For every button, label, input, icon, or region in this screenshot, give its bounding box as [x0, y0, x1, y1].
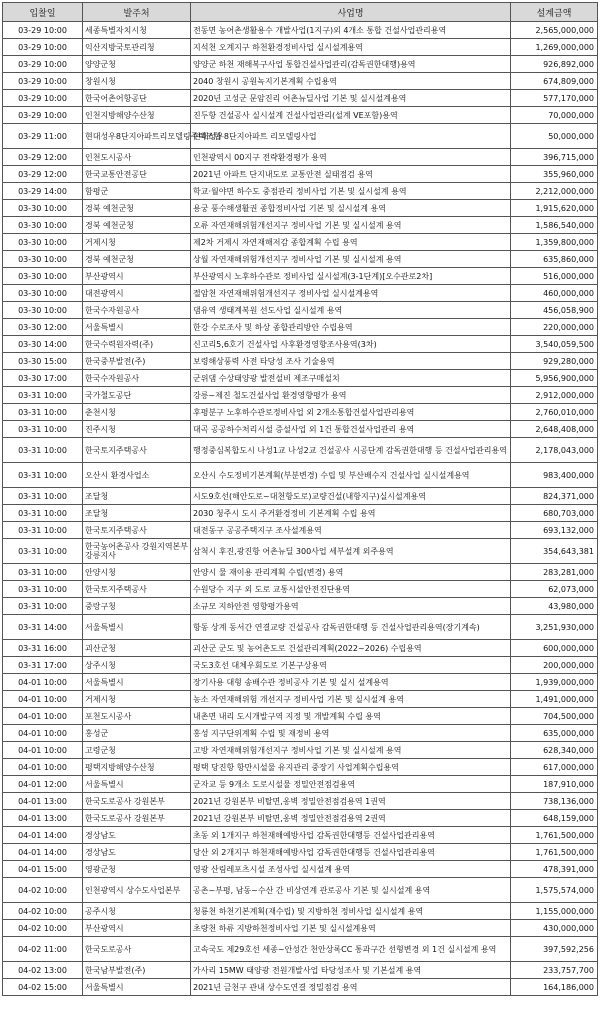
bid-date-cell: 03-30 15:00	[3, 353, 83, 370]
bid-date-cell: 03-30 10:00	[3, 285, 83, 302]
project-name-cell: 2020년 고성군 문암진리 어촌뉴딜사업 기본 및 실시설계용역	[191, 90, 511, 107]
client-cell: 오산시 환경사업소	[83, 463, 191, 488]
bid-date-cell: 04-01 10:00	[3, 742, 83, 759]
bid-date-cell: 03-31 10:00	[3, 505, 83, 522]
project-name-cell: 대전동구 공공주택지구 조사설계용역	[191, 522, 511, 539]
bid-date-cell: 03-30 12:00	[3, 319, 83, 336]
project-name-cell: 현대성우8단지아파트 리모델링사업	[191, 124, 511, 149]
table-row	[3, 336, 598, 353]
bid-date-cell: 03-29 14:00	[3, 183, 83, 200]
design-amount-cell: 2,212,000,000	[511, 183, 598, 200]
design-amount-cell: 460,000,000	[511, 285, 598, 302]
design-amount-cell: 1,575,574,000	[511, 878, 598, 903]
design-amount-cell: 283,281,000	[511, 564, 598, 581]
table-row	[3, 640, 598, 657]
design-amount-cell: 2,648,408,000	[511, 421, 598, 438]
table-row	[3, 810, 598, 827]
design-amount-cell: 397,592,256	[511, 937, 598, 962]
client-cell: 인천지방해양수산청	[83, 107, 191, 124]
table-row	[3, 404, 598, 421]
client-cell: 한국도로공사 강원본부	[83, 810, 191, 827]
client-cell: 포천도시공사	[83, 708, 191, 725]
project-name-cell: 괴산군 군도 및 농어촌도로 건설관리계획(2022~2026) 수립용역	[191, 640, 511, 657]
bid-date-cell: 04-01 10:00	[3, 691, 83, 708]
client-cell: 안양시청	[83, 564, 191, 581]
project-name-cell: 학교·월야면 하수도 중점관리 정비사업 기본 및 실시설계 용역	[191, 183, 511, 200]
client-cell: 부산광역시	[83, 920, 191, 937]
project-name-cell: 2030 청주시 도시 주거환경정비 기본계획 수립 용역	[191, 505, 511, 522]
project-name-cell: 삼척시 후진,광진항 어촌뉴딜 300사업 세부설계 외주용역	[191, 539, 511, 564]
design-amount-cell: 396,715,000	[511, 149, 598, 166]
table-row	[3, 107, 598, 124]
bid-date-cell: 04-01 10:00	[3, 708, 83, 725]
table-row	[3, 598, 598, 615]
table-row	[3, 742, 598, 759]
client-cell: 한국농어촌공사 강원지역본부 강릉지사	[83, 539, 191, 564]
design-amount-cell: 926,892,000	[511, 56, 598, 73]
table-row	[3, 903, 598, 920]
client-cell: 창원시청	[83, 73, 191, 90]
table-row	[3, 421, 598, 438]
bid-date-cell: 03-29 10:00	[3, 22, 83, 39]
bid-date-cell: 04-02 10:00	[3, 878, 83, 903]
client-cell: 경상남도	[83, 827, 191, 844]
bid-date-cell: 03-31 10:00	[3, 564, 83, 581]
table-row	[3, 539, 598, 564]
client-cell: 부산광역시	[83, 268, 191, 285]
design-amount-cell: 738,136,000	[511, 793, 598, 810]
bid-date-cell: 03-31 17:00	[3, 657, 83, 674]
client-cell: 한국토지주택공사	[83, 522, 191, 539]
project-name-cell: 절암천 자연재해위험개선지구 정비사업 실시설계용역	[191, 285, 511, 302]
table-row	[3, 370, 598, 387]
client-cell: 인천광역시 상수도사업본부	[83, 878, 191, 903]
table-row	[3, 200, 598, 217]
bid-date-cell: 03-29 10:00	[3, 73, 83, 90]
bid-date-cell: 04-02 13:00	[3, 962, 83, 979]
header-bid-date: 입찰일	[3, 3, 83, 22]
client-cell: 경북 예천군청	[83, 251, 191, 268]
project-name-cell: 한강 수로조사 및 하상 종합관리방안 수립용역	[191, 319, 511, 336]
client-cell: 평택지방해양수산청	[83, 759, 191, 776]
project-name-cell: 초량천 하류 지방하천정비사업 기본 및 실시설계용역	[191, 920, 511, 937]
table-row	[3, 657, 598, 674]
design-amount-cell: 200,000,000	[511, 657, 598, 674]
header-row	[3, 3, 598, 22]
table-row	[3, 251, 598, 268]
bid-date-cell: 03-30 10:00	[3, 234, 83, 251]
bid-date-cell: 04-02 10:00	[3, 903, 83, 920]
table-row	[3, 302, 598, 319]
bid-date-cell: 03-31 14:00	[3, 615, 83, 640]
client-cell: 현대성우8단지아파트리모델링주택조합	[83, 124, 191, 149]
project-name-cell: 제2차 거제시 자연재해저감 종합계획 수립 용역	[191, 234, 511, 251]
client-cell: 경상남도	[83, 844, 191, 861]
bid-date-cell: 03-29 10:00	[3, 39, 83, 56]
table-row	[3, 319, 598, 336]
table-row	[3, 581, 598, 598]
client-cell: 한국교통안전공단	[83, 166, 191, 183]
bid-date-cell: 04-02 15:00	[3, 979, 83, 996]
client-cell: 한국수자원공사	[83, 370, 191, 387]
client-cell: 조달청	[83, 488, 191, 505]
project-name-cell: 군자교 등 9개소 도로시설물 정밀안전점검용역	[191, 776, 511, 793]
project-name-cell: 오류 자연재해위험개선지구 정비사업 기본 및 실시설계 용역	[191, 217, 511, 234]
bid-date-cell: 04-01 10:00	[3, 759, 83, 776]
design-amount-cell: 233,757,700	[511, 962, 598, 979]
project-name-cell: 진두항 건설공사 실시설계 건설사업관리(설계 VE포함)용역	[191, 107, 511, 124]
project-name-cell: 용궁 풍수해생활권 종합정비사업 기본 및 실시설계 용역	[191, 200, 511, 217]
client-cell: 한국어촌어항공단	[83, 90, 191, 107]
client-cell: 한국토지주택공사	[83, 438, 191, 463]
project-name-cell: 부산광역시 노후하수관로 정비사업 실시설계(3-1단계)[오수관로2차]	[191, 268, 511, 285]
project-name-cell: 시도9호선(해안도로~대천항도로)교량건설(내항지구)실시설계용역	[191, 488, 511, 505]
client-cell: 영광군청	[83, 861, 191, 878]
design-amount-cell: 1,939,000,000	[511, 674, 598, 691]
bid-date-cell: 03-29 12:00	[3, 166, 83, 183]
table-row	[3, 166, 598, 183]
table-row	[3, 183, 598, 200]
project-name-cell: 2021년 아파트 단지내도로 교통안전 실태점검 용역	[191, 166, 511, 183]
design-amount-cell: 70,000,000	[511, 107, 598, 124]
table-row	[3, 217, 598, 234]
bid-date-cell: 03-29 10:00	[3, 107, 83, 124]
design-amount-cell: 577,170,000	[511, 90, 598, 107]
design-amount-cell: 1,761,500,000	[511, 844, 598, 861]
bid-date-cell: 03-30 17:00	[3, 370, 83, 387]
project-name-cell: 2040 창원시 공원녹지기본계획 수립용역	[191, 73, 511, 90]
table-row	[3, 39, 598, 56]
client-cell: 한국도로공사 강원본부	[83, 793, 191, 810]
bid-date-cell: 04-02 11:00	[3, 937, 83, 962]
client-cell: 거제시청	[83, 691, 191, 708]
design-amount-cell: 704,500,000	[511, 708, 598, 725]
design-amount-cell: 3,251,930,000	[511, 615, 598, 640]
table-row	[3, 759, 598, 776]
project-name-cell: 가사리 15MW 태양광 전원개발사업 타당성조사 및 기본설계 용역	[191, 962, 511, 979]
bid-date-cell: 03-31 10:00	[3, 522, 83, 539]
client-cell: 서울특별시	[83, 319, 191, 336]
project-name-cell: 농소 자연재해위험 개선지구 정비사업 기본 및 실시설계 용역	[191, 691, 511, 708]
project-name-cell: 신고리5,6호기 건설사업 사후환경영향조사용역(3차)	[191, 336, 511, 353]
project-name-cell: 당산 외 2개지구 하천재해예방사업 감독권한대행등 건설사업관리용역	[191, 844, 511, 861]
design-amount-cell: 635,860,000	[511, 251, 598, 268]
project-name-cell: 2021년 강원본부 비탈면,옹벽 정밀안전점검용역 1권역	[191, 793, 511, 810]
table-row	[3, 793, 598, 810]
table-row	[3, 488, 598, 505]
project-name-cell: 상월 자연재해위험개선지구 정비사업 기본 및 실시설계 용역	[191, 251, 511, 268]
design-amount-cell: 983,400,000	[511, 463, 598, 488]
bid-date-cell: 03-30 10:00	[3, 268, 83, 285]
client-cell: 공주시청	[83, 903, 191, 920]
project-name-cell: 고방 자연재해위험개선지구 정비사업 기본 및 실시설계 용역	[191, 742, 511, 759]
header-client: 발주처	[83, 3, 191, 22]
client-cell: 서울특별시	[83, 776, 191, 793]
client-cell: 고령군청	[83, 742, 191, 759]
bid-table	[2, 2, 598, 996]
client-cell: 한국남부발전(주)	[83, 962, 191, 979]
client-cell: 조달청	[83, 505, 191, 522]
project-name-cell: 지석천 오계지구 하천환경정비사업 실시설계용역	[191, 39, 511, 56]
table-row	[3, 691, 598, 708]
design-amount-cell: 430,000,000	[511, 920, 598, 937]
design-amount-cell: 1,359,800,000	[511, 234, 598, 251]
project-name-cell: 전동면 농어촌생활용수 개발사업(1지구)외 4개소 통합 건설사업관리용역	[191, 22, 511, 39]
project-name-cell: 군위댐 수상태양광 발전설비 제조구매설치	[191, 370, 511, 387]
client-cell: 양양군청	[83, 56, 191, 73]
table-row	[3, 861, 598, 878]
table-row	[3, 268, 598, 285]
client-cell: 국가철도공단	[83, 387, 191, 404]
project-name-cell: 보령해상풍력 사전 타당성 조사 기술용역	[191, 353, 511, 370]
bid-date-cell: 04-01 13:00	[3, 810, 83, 827]
bid-date-cell: 03-31 10:00	[3, 421, 83, 438]
project-name-cell: 소규모 지하안전 영향평가용역	[191, 598, 511, 615]
header-project-name: 사업명	[191, 3, 511, 22]
design-amount-cell: 1,155,000,000	[511, 903, 598, 920]
client-cell: 춘천시청	[83, 404, 191, 421]
design-amount-cell: 187,910,000	[511, 776, 598, 793]
table-row	[3, 387, 598, 404]
project-name-cell: 영광 산림레포츠시설 조성사업 실시설계 용역	[191, 861, 511, 878]
design-amount-cell: 1,761,500,000	[511, 827, 598, 844]
design-amount-cell: 355,960,000	[511, 166, 598, 183]
client-cell: 한국토지주택공사	[83, 581, 191, 598]
project-name-cell: 인천광역시 00지구 전략환경평가 용역	[191, 149, 511, 166]
bid-date-cell: 03-31 10:00	[3, 404, 83, 421]
bid-date-cell: 04-01 15:00	[3, 861, 83, 878]
design-amount-cell: 516,000,000	[511, 268, 598, 285]
header-design-amount: 설계금액	[511, 3, 598, 22]
client-cell: 경북 예천군청	[83, 217, 191, 234]
design-amount-cell: 1,491,000,000	[511, 691, 598, 708]
design-amount-cell: 1,586,540,000	[511, 217, 598, 234]
table-row	[3, 22, 598, 39]
table-row	[3, 438, 598, 463]
table-row	[3, 90, 598, 107]
table-row	[3, 615, 598, 640]
table-row	[3, 844, 598, 861]
bid-date-cell: 03-30 10:00	[3, 251, 83, 268]
design-amount-cell: 43,980,000	[511, 598, 598, 615]
client-cell: 한국도로공사	[83, 937, 191, 962]
bid-date-cell: 03-29 10:00	[3, 90, 83, 107]
bid-date-cell: 03-30 14:00	[3, 336, 83, 353]
design-amount-cell: 2,565,000,000	[511, 22, 598, 39]
design-amount-cell: 1,269,000,000	[511, 39, 598, 56]
table-row	[3, 522, 598, 539]
design-amount-cell: 478,391,000	[511, 861, 598, 878]
project-name-cell: 장기사용 대형 송배수관 정비공사 기본 및 실시 설계용역	[191, 674, 511, 691]
table-row	[3, 920, 598, 937]
client-cell: 중랑구청	[83, 598, 191, 615]
table-row	[3, 708, 598, 725]
table-row	[3, 979, 598, 996]
table-row	[3, 56, 598, 73]
design-amount-cell: 5,956,900,000	[511, 370, 598, 387]
bid-date-cell: 03-31 16:00	[3, 640, 83, 657]
table-row	[3, 674, 598, 691]
design-amount-cell: 1,915,620,000	[511, 200, 598, 217]
table-row	[3, 463, 598, 488]
bid-date-cell: 03-31 10:00	[3, 438, 83, 463]
client-cell: 경북 예천군청	[83, 200, 191, 217]
project-name-cell: 댐유역 생태계복원 선도사업 실시설계 용역	[191, 302, 511, 319]
client-cell: 서울특별시	[83, 674, 191, 691]
bid-date-cell: 04-01 14:00	[3, 844, 83, 861]
project-name-cell: 홍성 지구단위계획 수립 및 재정비 용역	[191, 725, 511, 742]
client-cell: 서울특별시	[83, 615, 191, 640]
table-row	[3, 234, 598, 251]
design-amount-cell: 456,058,900	[511, 302, 598, 319]
bid-date-cell: 04-01 12:00	[3, 776, 83, 793]
project-name-cell: 평택 당진항 항만시설물 유지관리 중장기 사업계획수립용역	[191, 759, 511, 776]
project-name-cell: 안양시 물 재이용 관리계획 수립(변경) 용역	[191, 564, 511, 581]
client-cell: 함평군	[83, 183, 191, 200]
project-name-cell: 항동 상계 동서간 연결교량 건설공사 감독권한대행 등 건설사업관리용역(장기계속)	[191, 615, 511, 640]
design-amount-cell: 929,280,000	[511, 353, 598, 370]
client-cell: 괴산군청	[83, 640, 191, 657]
project-name-cell: 공촌~부평, 남동~수산 간 비상연계 관로공사 기본 및 실시설계 용역	[191, 878, 511, 903]
bid-date-cell: 03-29 10:00	[3, 56, 83, 73]
bid-date-cell: 03-31 10:00	[3, 387, 83, 404]
client-cell: 한국수자원공사	[83, 302, 191, 319]
project-name-cell: 초동 외 1개지구 하천재해예방사업 감독권한대행등 건설사업관리용역	[191, 827, 511, 844]
bid-table-container	[2, 2, 597, 996]
bid-date-cell: 03-29 12:00	[3, 149, 83, 166]
bid-date-cell: 03-30 10:00	[3, 302, 83, 319]
project-name-cell: 양양군 하천 재해복구사업 통합건설사업관리(감독권한대행)용역	[191, 56, 511, 73]
design-amount-cell: 628,340,000	[511, 742, 598, 759]
table-row	[3, 878, 598, 903]
project-name-cell: 행정중심복합도시 나성1교 나성2교 건설공사 시공단계 감독권한대행 등 건설사업관리용역	[191, 438, 511, 463]
client-cell: 홍성군	[83, 725, 191, 742]
client-cell: 익산지방국토관리청	[83, 39, 191, 56]
project-name-cell: 2021년 금천구 관내 상수도연결 정밀점검 용역	[191, 979, 511, 996]
client-cell: 상주시청	[83, 657, 191, 674]
design-amount-cell: 220,000,000	[511, 319, 598, 336]
design-amount-cell: 354,643,381	[511, 539, 598, 564]
design-amount-cell: 600,000,000	[511, 640, 598, 657]
table-row	[3, 149, 598, 166]
design-amount-cell: 3,540,059,500	[511, 336, 598, 353]
design-amount-cell: 62,073,000	[511, 581, 598, 598]
bid-date-cell: 03-31 10:00	[3, 488, 83, 505]
design-amount-cell: 2,178,043,000	[511, 438, 598, 463]
project-name-cell: 오산시 수도정비기본계획(부분변경) 수립 및 부산배수지 건설사업 실시설계용역	[191, 463, 511, 488]
design-amount-cell: 693,132,000	[511, 522, 598, 539]
client-cell: 인천도시공사	[83, 149, 191, 166]
design-amount-cell: 674,809,000	[511, 73, 598, 90]
design-amount-cell: 617,000,000	[511, 759, 598, 776]
bid-date-cell: 03-31 10:00	[3, 539, 83, 564]
bid-date-cell: 03-31 10:00	[3, 463, 83, 488]
table-body	[3, 22, 598, 996]
project-name-cell: 강릉~제진 철도건설사업 환경영향평가 용역	[191, 387, 511, 404]
table-row	[3, 937, 598, 962]
client-cell: 한국중부발전(주)	[83, 353, 191, 370]
design-amount-cell: 824,371,000	[511, 488, 598, 505]
bid-date-cell: 03-31 10:00	[3, 581, 83, 598]
client-cell: 대전광역시	[83, 285, 191, 302]
design-amount-cell: 2,760,010,000	[511, 404, 598, 421]
client-cell: 거제시청	[83, 234, 191, 251]
table-row	[3, 124, 598, 149]
table-row	[3, 776, 598, 793]
project-name-cell: 내촌면 내리 도시개발구역 지정 및 개발계획 수립 용역	[191, 708, 511, 725]
bid-date-cell: 03-29 11:00	[3, 124, 83, 149]
project-name-cell: 국도3호선 대체우회도로 기본구상용역	[191, 657, 511, 674]
project-name-cell: 수원당수 지구 외 도로 교통시설안전진단용역	[191, 581, 511, 598]
project-name-cell: 청룡천 하천기본계획(재수립) 및 지방하천 정비사업 실시설계 용역	[191, 903, 511, 920]
table-row	[3, 725, 598, 742]
client-cell: 한국수력원자력(주)	[83, 336, 191, 353]
design-amount-cell: 680,703,000	[511, 505, 598, 522]
table-row	[3, 962, 598, 979]
project-name-cell: 2021년 강원본부 비탈면,옹벽 정밀안전점검용역 2권역	[191, 810, 511, 827]
project-name-cell: 대곡 공공하수처리시설 증설사업 외 1건 통합건설사업관리 용역	[191, 421, 511, 438]
table-row	[3, 285, 598, 302]
design-amount-cell: 2,912,000,000	[511, 387, 598, 404]
design-amount-cell: 648,159,000	[511, 810, 598, 827]
bid-date-cell: 03-30 10:00	[3, 200, 83, 217]
design-amount-cell: 635,000,000	[511, 725, 598, 742]
bid-date-cell: 03-31 10:00	[3, 598, 83, 615]
client-cell: 서울특별시	[83, 979, 191, 996]
table-row	[3, 73, 598, 90]
table-row	[3, 353, 598, 370]
client-cell: 세종특별자치시청	[83, 22, 191, 39]
design-amount-cell: 164,186,000	[511, 979, 598, 996]
bid-date-cell: 04-01 10:00	[3, 674, 83, 691]
bid-date-cell: 04-01 13:00	[3, 793, 83, 810]
bid-date-cell: 04-01 14:00	[3, 827, 83, 844]
table-row	[3, 827, 598, 844]
project-name-cell: 고속국도 제29호선 세종~안성간 천안상록CC 통과구간 선형변경 외 1건 실시설계 용역	[191, 937, 511, 962]
bid-date-cell: 04-02 10:00	[3, 920, 83, 937]
bid-date-cell: 03-30 10:00	[3, 217, 83, 234]
bid-date-cell: 04-01 10:00	[3, 725, 83, 742]
design-amount-cell: 50,000,000	[511, 124, 598, 149]
project-name-cell: 후평분구 노후하수관로정비사업 외 2개소통합건설사업관리용역	[191, 404, 511, 421]
table-row	[3, 505, 598, 522]
client-cell: 진주시청	[83, 421, 191, 438]
table-row	[3, 564, 598, 581]
